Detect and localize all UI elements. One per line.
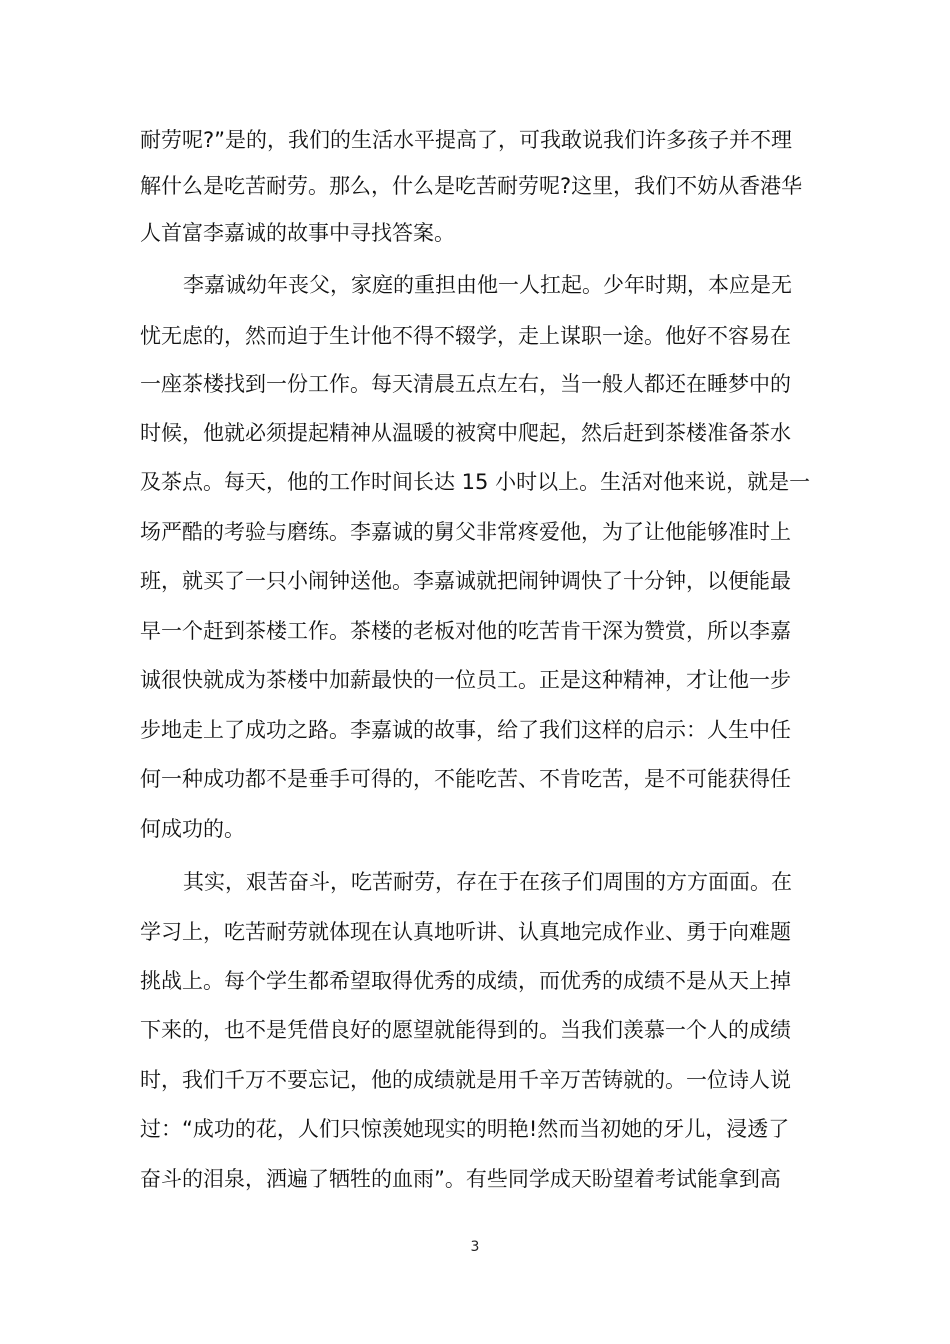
text-line: 其实，艰苦奋斗，吃苦耐劳，存在于在孩子们周围的方方面面。在	[183, 870, 792, 894]
text-line: 李嘉诚幼年丧父，家庭的重担由他一人扛起。少年时期，本应是无	[183, 273, 792, 297]
text-line: 早一个赶到茶楼工作。茶楼的老板对他的吃苦肯干深为赞赏，所以李嘉	[140, 619, 791, 643]
text-line: 学习上，吃苦耐劳就体现在认真地听讲、认真地完成作业、勇于向难题	[140, 920, 791, 944]
text-line: 人首富李嘉诚的故事中寻找答案。	[140, 221, 455, 245]
text-line: 过：“成功的花，人们只惊羡她现实的明艳!然而当初她的牙儿，浸透了	[140, 1117, 790, 1141]
text-line: 步地走上了成功之路。李嘉诚的故事，给了我们这样的启示：人生中任	[140, 718, 791, 742]
text-line: 挑战上。每个学生都希望取得优秀的成绩，而优秀的成绩不是从天上掉	[140, 969, 791, 993]
text-line: 场严酷的考验与磨练。李嘉诚的舅父非常疼爱他，为了让他能够准时上	[140, 520, 791, 544]
text-line: 时，我们千万不要忘记，他的成绩就是用千辛万苦铸就的。一位诗人说	[140, 1068, 791, 1092]
text-line: 班，就买了一只小闹钟送他。李嘉诚就把闹钟调快了十分钟，以便能最	[140, 569, 791, 593]
text-line: 诚很快就成为茶楼中加薪最快的一位员工。正是这种精神，才让他一步	[140, 668, 791, 692]
text-line: 何一种成功都不是垂手可得的，不能吃苦、不肯吃苦，是不可能获得任	[140, 767, 791, 791]
text-line: 及茶点。每天，他的工作时间长达 15 小时以上。生活对他来说，就是一	[140, 470, 811, 494]
text-line: 解什么是吃苦耐劳。那么，什么是吃苦耐劳呢?这里，我们不妨从香港华	[140, 174, 803, 198]
page-number: 3	[470, 1239, 480, 1255]
text-line: 奋斗的泪泉，洒遍了牺牲的血雨”。有些同学成天盼望着考试能拿到高	[140, 1167, 781, 1191]
text-line: 时候，他就必须提起精神从温暖的被窝中爬起，然后赶到茶楼准备茶水	[140, 421, 791, 445]
text-line: 忧无虑的，然而迫于生计他不得不辍学，走上谋职一途。他好不容易在	[140, 324, 791, 348]
text-line: 何成功的。	[140, 817, 245, 841]
text-line: 耐劳呢?”是的，我们的生活水平提高了，可我敢说我们许多孩子并不理	[140, 128, 793, 152]
text-line: 下来的，也不是凭借良好的愿望就能得到的。当我们羡慕一个人的成绩	[140, 1018, 791, 1042]
text-line: 一座茶楼找到一份工作。每天清晨五点左右，当一般人都还在睡梦中的	[140, 372, 791, 396]
